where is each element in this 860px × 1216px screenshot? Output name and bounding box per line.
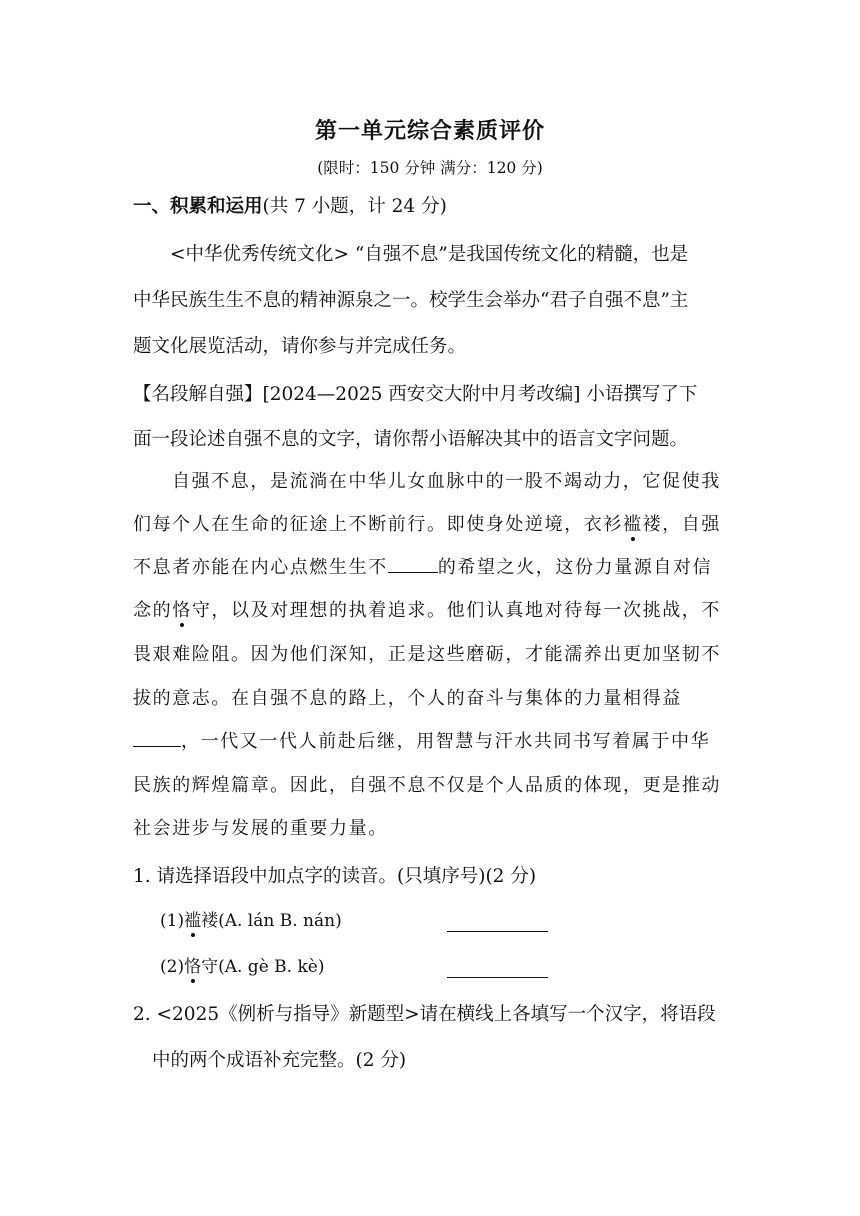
question-2-line-1: 2. <2025《例析与指导》新题型>请在横线上各填写一个汉字，将语段: [133, 1004, 716, 1025]
dotted-char: 恪: [172, 600, 192, 621]
intro-line-2: 中华民族生生不息的精神源泉之一。校学生会举办“君子自强不息”主: [133, 290, 689, 311]
passage-text: 不息者亦能在内心点燃生生不: [133, 557, 388, 578]
answer-blank-1[interactable]: [447, 931, 548, 932]
passage-line-9: 社会进步与发展的重要力量。: [133, 818, 388, 839]
page-title: 第一单元综合素质评价: [314, 119, 545, 144]
section-heading: [133, 192, 447, 218]
dotted-char: 恪: [184, 957, 202, 977]
item-number: (2): [160, 957, 185, 977]
answer-blank-2[interactable]: [447, 977, 548, 978]
passage-text: 们每个人在生命的征途上不断前行。即使身处逆境，衣衫: [133, 514, 623, 535]
fill-blank-1[interactable]: [388, 556, 438, 573]
passage-text: 褛，自强: [642, 514, 722, 535]
item-number: (1): [160, 911, 185, 931]
section-title: 一、积累和运用: [133, 196, 263, 217]
dotted-char: 褴: [184, 911, 202, 931]
question-2-line-2: 中的两个成语补充完整。(2 分): [152, 1050, 407, 1071]
fill-blank-2[interactable]: [133, 730, 181, 747]
passage-line-2: [133, 510, 721, 536]
passage-line-8: 民族的辉煌篇章。因此，自强不息不仅是个人品质的体现，更是推动: [133, 775, 721, 796]
item-text: 守(A. gè B. kè): [201, 957, 325, 977]
question-1-item-1: [160, 906, 342, 931]
passage-line-6: 拔的意志。在自强不息的路上，个人的奋斗与集体的力量相得益: [133, 688, 682, 709]
intro-line-3: 题文化展览活动，请你参与并完成任务。: [133, 336, 467, 357]
passage-line-1: 自强不息，是流淌在中华儿女血脉中的一股不竭动力，它促使我: [172, 471, 721, 492]
passage-text: 守，以及对理想的执着追求。他们认真地对待每一次挑战，不: [191, 600, 722, 621]
passage-line-3: [133, 553, 712, 579]
passage-text: ，一代又一代人前赴后继，用智慧与汗水共同书写着属于中华: [181, 731, 711, 752]
question-1-stem: 1. 请选择语段中加点字的读音。(只填序号)(2 分): [133, 866, 537, 887]
passage-line-5: 畏艰难险阻。因为他们深知，正是这些磨砺，才能濡养出更加坚韧不: [133, 644, 721, 665]
task-line-1: 【名段解自强】[2024—2025 西安交大附中月考改编] 小语撰写了下: [133, 384, 698, 405]
passage-text: 的希望之火，这份力量源自对信: [437, 557, 713, 578]
passage-line-4: [133, 596, 721, 622]
passage-line-7: [133, 727, 710, 753]
question-1-item-2: [160, 952, 324, 977]
passage-text: 念的: [133, 600, 173, 621]
intro-line-1: <中华优秀传统文化> “自强不息”是我国传统文化的精髓，也是: [170, 244, 689, 265]
dotted-char: 褴: [623, 514, 643, 535]
exam-meta: (限时：150 分钟 满分：120 分): [317, 159, 543, 177]
section-meta: (共 7 小题，计 24 分): [262, 196, 447, 217]
item-text: 褛(A. lán B. nán): [201, 911, 342, 931]
task-line-2: 面一段论述自强不息的文字，请你帮小语解决其中的语言文字问题。: [133, 429, 689, 450]
